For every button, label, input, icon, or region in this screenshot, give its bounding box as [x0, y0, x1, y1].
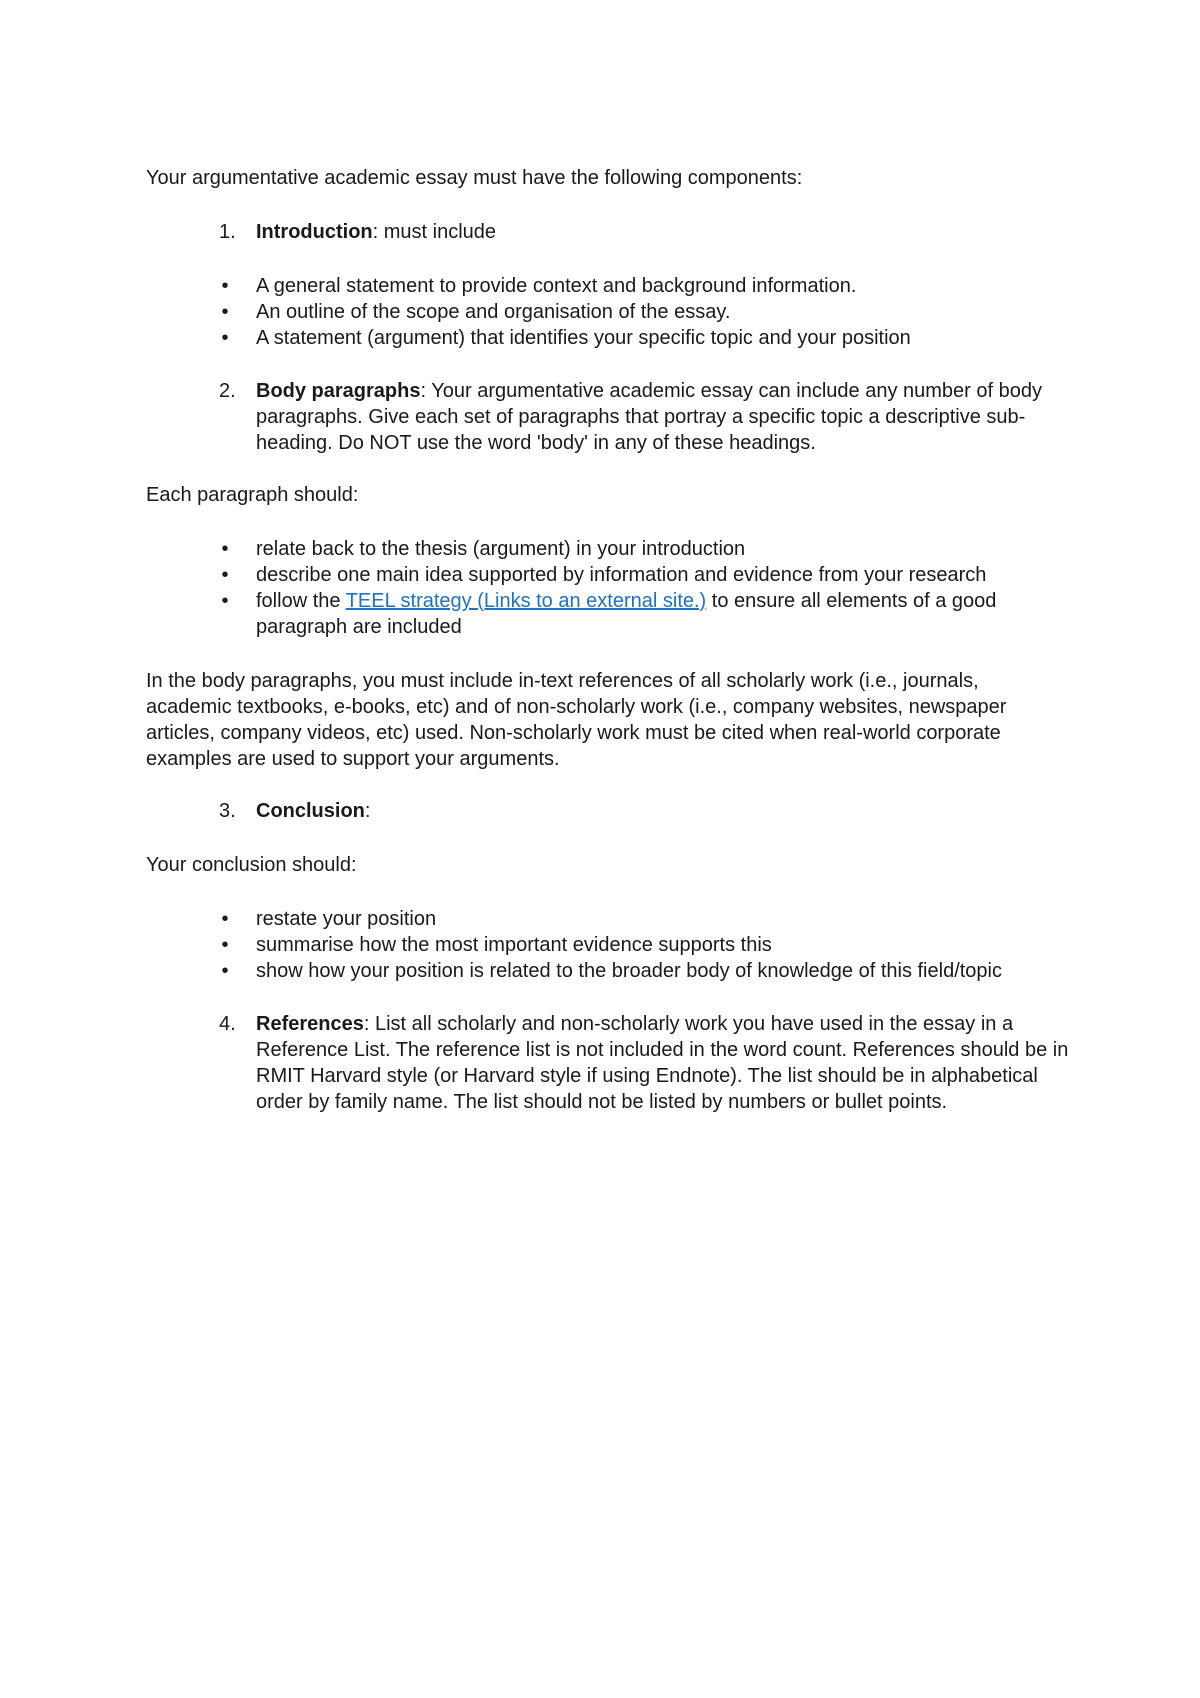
teel-strategy-link[interactable]: TEEL strategy (Links to an external site.): [345, 590, 707, 612]
conclusion-bullet-list: [146, 906, 1066, 984]
section-title: Conclusion: [256, 800, 365, 822]
list-item: • follow the TEEL strategy (Links to an external site.) to ensure all elements of a good paragraph are included: [146, 588, 1056, 640]
section-rest: :: [364, 800, 371, 822]
introduction-bullet-list: [146, 273, 1066, 351]
body-references-paragraph: In the body paragraphs, you must include in-text references of all scholarly work (i.e., journals, academic textbooks, e-books, etc) and of non-scholarly work (i.e., company websites, newspaper articles, company videos, etc) used. Non-scholarly work must be cited when real-world corporate examples are used to support your arguments.: [146, 670, 1007, 770]
intro-sentence: Your argumentative academic essay must have the following components:: [146, 167, 803, 189]
bullet-icon: •: [221, 960, 229, 982]
bullet-icon: •: [221, 564, 229, 586]
section-title: References: [256, 1013, 364, 1035]
section-rest: : List all scholarly and non-scholarly work you have used in the essay in a Reference List. The reference list is not included in the word count. References should be in RMIT Harvard style (or Harvard style if using Endnote). The list should be in alphabetical order by family name. The list should not be listed by numbers or bullet points.: [256, 1013, 1069, 1113]
bullet-icon: •: [221, 934, 229, 956]
section-number: 2.: [219, 380, 236, 402]
section-body-heading: [146, 378, 1076, 456]
section-title: Body paragraphs: [256, 380, 421, 402]
section-rest: : Your argumentative academic essay can include any number of body paragraphs. Give each set of paragraphs that portray a specific topic a descriptive sub-heading. Do NOT use the word 'body' in any of these headings.: [256, 380, 1042, 454]
section-references-heading: [146, 1011, 1076, 1115]
conclusion-label: Your conclusion should:: [146, 854, 357, 876]
list-item: • relate back to the thesis (argument) in your introduction: [146, 536, 1066, 562]
section-title: Introduction: [256, 221, 373, 243]
bullet-icon: •: [221, 327, 229, 349]
bullet-icon: •: [221, 301, 229, 323]
section-number: 1.: [219, 221, 236, 243]
list-item: • show how your position is related to the broader body of knowledge of this field/topic: [146, 958, 1066, 984]
list-item: • summarise how the most important evidence supports this: [146, 932, 1066, 958]
bullet-icon: •: [221, 538, 229, 560]
bullet-icon: •: [221, 908, 229, 930]
list-item: • restate your position: [146, 906, 1066, 932]
list-item: • A statement (argument) that identifies your specific topic and your position: [146, 325, 1066, 351]
section-introduction-heading: [146, 219, 1066, 245]
section-conclusion-heading: [146, 798, 1066, 824]
section-number: 4.: [219, 1013, 236, 1035]
list-item: • A general statement to provide context and background information.: [146, 273, 1066, 299]
bullet-icon: •: [221, 590, 229, 612]
section-rest: : must include: [372, 221, 497, 243]
each-paragraph-label: Each paragraph should:: [146, 484, 359, 506]
section-number: 3.: [219, 800, 236, 822]
list-item: • describe one main idea supported by information and evidence from your research: [146, 562, 1066, 588]
list-item: • An outline of the scope and organisation of the essay.: [146, 299, 1066, 325]
bullet-icon: •: [221, 275, 229, 297]
body-bullet-list: [146, 536, 1066, 640]
